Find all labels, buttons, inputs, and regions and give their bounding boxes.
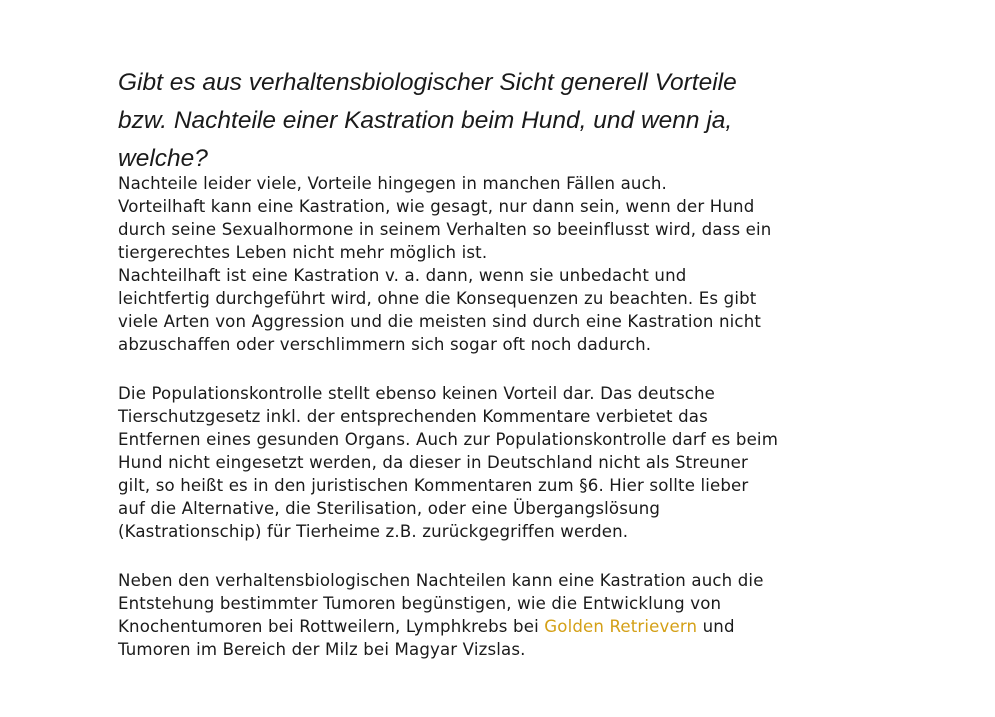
article (118, 64, 888, 661)
paragraph-line: Entfernen eines gesunden Organs. Auch zur Populationskontrolle darf es beim (118, 430, 779, 449)
paragraph-line: Nachteile leider viele, Vorteile hingegen in manchen Fällen auch. (118, 174, 667, 193)
paragraph-line: abzuschaffen oder verschlimmern sich sogar oft noch dadurch. (118, 335, 652, 354)
question-line-2: bzw. Nachteile einer Kastration beim Hund, und wenn ja, (118, 107, 733, 134)
paragraph-line: Die Populationskontrolle stellt ebenso keinen Vorteil dar. Das deutsche (118, 384, 716, 403)
paragraph-line: Tierschutzgesetz inkl. der entsprechenden Kommentare verbietet das (118, 407, 708, 426)
paragraph-line: Tumoren im Bereich der Milz bei Magyar Vizslas. (118, 640, 526, 659)
paragraph-line: Nachteilhaft ist eine Kastration v. a. dann, wenn sie unbedacht und (118, 266, 687, 285)
paragraph-line: leichtfertig durchgeführt wird, ohne die Konsequenzen zu beachten. Es gibt (118, 289, 757, 308)
paragraph-line: durch seine Sexualhormone in seinem Verhalten so beeinflusst wird, dass ein (118, 220, 772, 239)
golden-retrievers-link[interactable]: Golden Retrievern (544, 617, 698, 636)
question-line-1: Gibt es aus verhaltensbiologischer Sicht generell Vorteile (118, 69, 737, 96)
question-heading (118, 64, 838, 178)
paragraph-line: viele Arten von Aggression und die meisten sind durch eine Kastration nicht (118, 312, 762, 331)
paragraph-line: auf die Alternative, die Sterilisation, oder eine Übergangslösung (118, 499, 661, 518)
paragraph-line-end: und (697, 617, 735, 636)
paragraph-line: Neben den verhaltensbiologischen Nachteilen kann eine Kastration auch die (118, 571, 764, 590)
paragraph-line: gilt, so heißt es in den juristischen Kommentaren zum §6. Hier sollte lieber (118, 476, 749, 495)
paragraph-advantages-disadvantages (118, 172, 888, 356)
paragraph-line: (Kastrationschip) für Tierheime z.B. zurückgegriffen werden. (118, 522, 629, 541)
paragraph-tumors (118, 569, 888, 661)
question-line-3: welche? (118, 145, 208, 172)
paragraph-line: Hund nicht eingesetzt werden, da dieser in Deutschland nicht als Streuner (118, 453, 748, 472)
paragraph-line-start: Knochentumoren bei Rottweilern, Lymphkrebs bei (118, 617, 545, 636)
paragraph-line: tiergerechtes Leben nicht mehr möglich ist. (118, 243, 488, 262)
paragraph-line (118, 615, 888, 638)
paragraph-line: Vorteilhaft kann eine Kastration, wie gesagt, nur dann sein, wenn der Hund (118, 197, 755, 216)
paragraph-line: Entstehung bestimmter Tumoren begünstigen, wie die Entwicklung von (118, 594, 722, 613)
paragraph-population-control (118, 382, 888, 543)
